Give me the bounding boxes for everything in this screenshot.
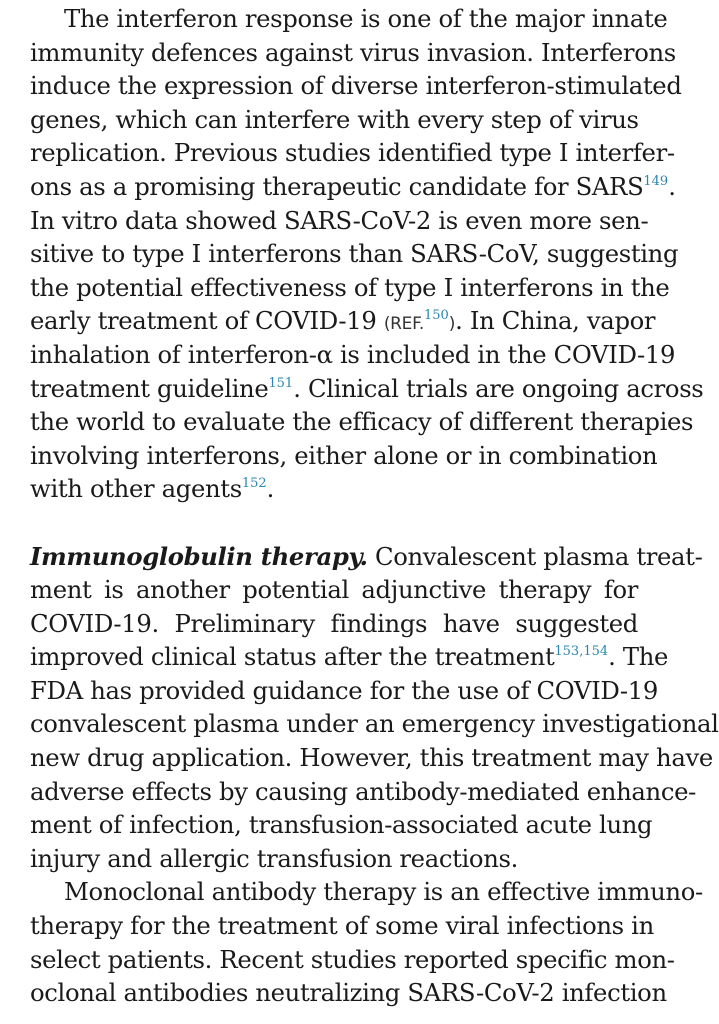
reference-link[interactable]: 149: [643, 173, 669, 189]
text-segment: ons as a promising therapeutic candidate for SARS: [30, 171, 644, 201]
text-line: convalescent plasma under an emergency investigational: [30, 709, 719, 739]
text-line: oclonal antibodies neutralizing SARS-CoV-2 infection: [30, 978, 667, 1008]
text-line: [30, 472, 638, 506]
article-body: [30, 2, 719, 1010]
paragraph-interferon: [30, 2, 704, 506]
text-line: adverse effects by causing antibody-mediated enhance-: [30, 776, 696, 806]
text-segment: treatment guideline: [30, 373, 269, 403]
text-line: [30, 640, 669, 674]
text-line: ment of infection, transfusion-associated acute lung: [30, 810, 653, 840]
text-line: The interferon response is one of the major innate: [64, 4, 668, 33]
text-line: injury and allergic transfusion reactions.: [30, 843, 519, 873]
reference-link[interactable]: 151: [268, 375, 294, 391]
text-line: genes, which can interfere with every step of virus: [30, 104, 639, 134]
text-line: inhalation of interferon-α is included in the COVID-19: [30, 339, 676, 369]
text-line: the potential effectiveness of type I interferons in the: [30, 272, 670, 302]
text-line: FDA has provided guidance for the use of COVID-19: [30, 675, 658, 705]
text-line: the world to evaluate the efficacy of different therapies: [30, 407, 694, 437]
text-segment: . Clinical trials are ongoing across: [293, 373, 704, 403]
text-line: involving interferons, either alone or in combination: [30, 440, 658, 470]
text-line: new drug application. However, this treatment may have: [30, 743, 713, 773]
section-heading: Immunoglobulin therapy.: [30, 541, 368, 571]
reference-link[interactable]: 150: [423, 308, 449, 324]
text-line: select patients. Recent studies reported specific mon-: [30, 944, 675, 974]
text-line: COVID-19. Preliminary findings have suggested: [30, 608, 638, 638]
text-line: [30, 372, 704, 406]
text-line: induce the expression of diverse interferon-stimulated: [30, 71, 682, 101]
text-line: [30, 304, 656, 338]
text-segment: .: [668, 171, 676, 201]
text-line: replication. Previous studies identified type I interfer-: [30, 138, 675, 168]
text-line: [30, 170, 676, 204]
text-line: [30, 540, 703, 574]
text-line: In vitro data showed SARS-CoV-2 is even more sen-: [30, 205, 649, 235]
paragraph-spacer: [30, 506, 638, 540]
text-line: immunity defences against virus invasion. Interferons: [30, 37, 676, 67]
text-segment: .: [266, 474, 275, 504]
text-segment: . The: [608, 642, 669, 672]
text-segment: . In China, vapor: [455, 306, 656, 336]
text-segment: Convalescent plasma treat-: [367, 541, 703, 571]
paragraph-immunoglobulin: [30, 540, 719, 876]
reference-link[interactable]: 153,154: [554, 644, 609, 660]
paragraph-monoclonal: [30, 875, 703, 1009]
text-line: sitive to type I interferons than SARS-CoV, suggesting: [30, 239, 679, 269]
text-line: Monoclonal antibody therapy is an effective immuno-: [64, 877, 703, 907]
text-segment: with other agents: [30, 474, 242, 504]
reference-link[interactable]: 152: [241, 476, 267, 492]
text-line: therapy for the treatment of some viral infections in: [30, 911, 654, 941]
reference-label: ): [448, 314, 456, 335]
text-line: ment is another potential adjunctive therapy for: [30, 575, 638, 605]
reference-label: (REF.: [383, 314, 424, 335]
text-segment: improved clinical status after the treatment: [30, 642, 555, 672]
text-segment: early treatment of COVID-19: [30, 306, 384, 336]
